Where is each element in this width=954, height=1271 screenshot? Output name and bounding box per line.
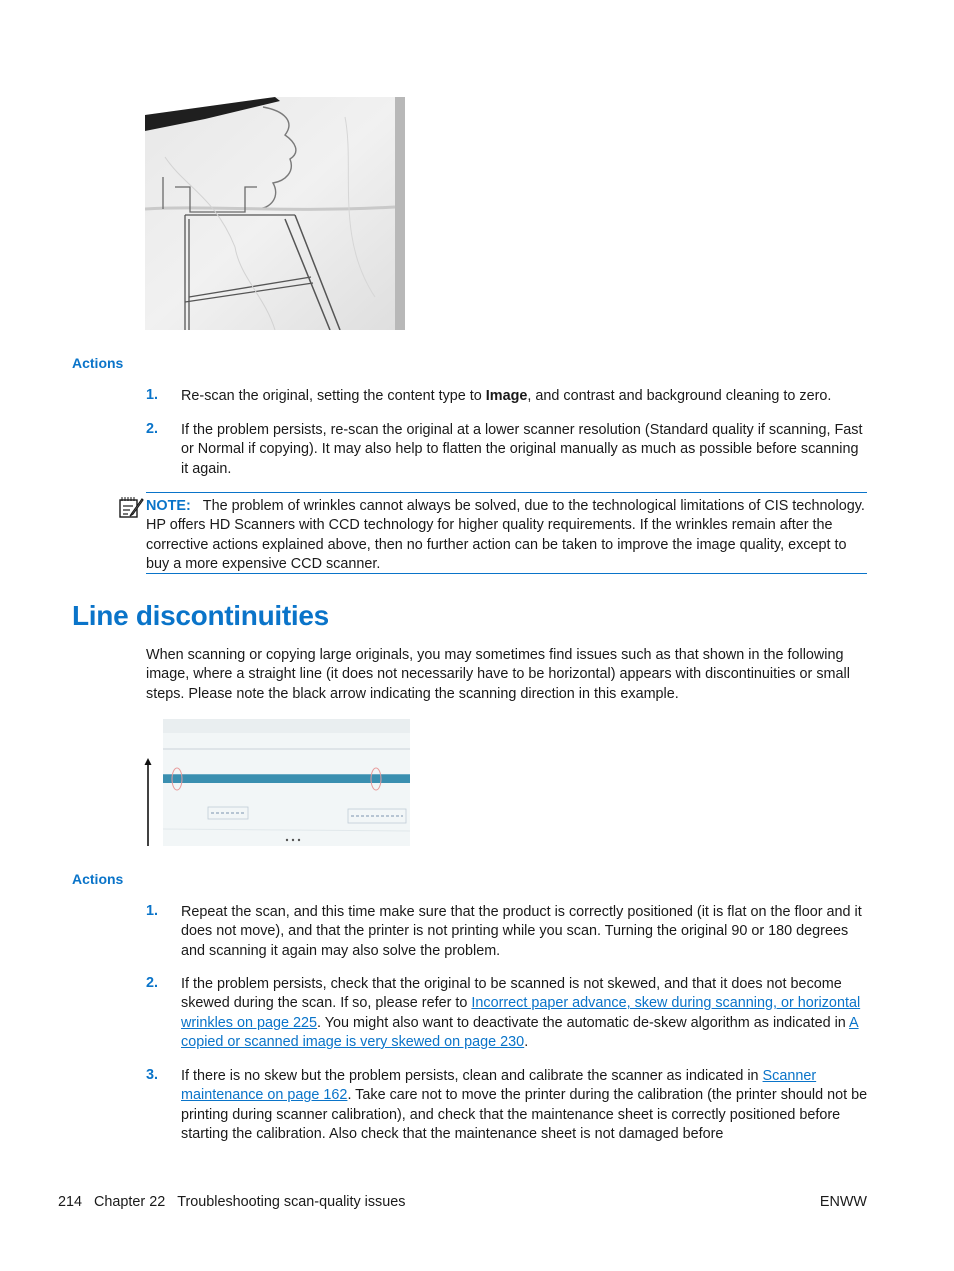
note-text: The problem of wrinkles cannot always be solved, due to the technological limitations of CIS technology. HP offers HD Scanners with CCD technology for higher quality requirements. If the wrinkles remain after the corrective actions explained above, then no further action can be taken to improve the image quality, except to buy a more expensive CCD scanner. — [146, 498, 865, 572]
intro-paragraph: When scanning or copying large originals, you may sometimes find issues such as that shown in the following image, where a straight line (it does not necessarily have to be horizontal) appears with discontinuities or small steps. Please note the black arrow indicating the scanning direction in this example. — [146, 647, 850, 702]
scan-direction-arrow-icon — [143, 758, 153, 853]
step-bold-term: Image — [485, 388, 528, 404]
wrinkles-scan-image — [145, 97, 405, 330]
step-number: 1. — [146, 903, 159, 919]
footer-right: ENWW — [819, 1194, 867, 1210]
step-number: 3. — [146, 1067, 159, 1083]
scanner-maintenance-link[interactable]: Scanner maintenance on page 162 — [181, 1068, 817, 1104]
step-text — [181, 975, 869, 1052]
skewed-image-link[interactable]: A copied or scanned image is very skewed on page 230 — [181, 1014, 859, 1050]
step-text-part: , and contrast and background cleaning to zero. — [527, 388, 832, 404]
step-text-part: If there is no skew but the problem persists, clean and calibrate the scanner as indicated in — [181, 1068, 763, 1084]
page-number: 214 — [58, 1194, 83, 1210]
section-title: Line discontinuities — [72, 600, 329, 631]
step-text-part: If the problem persists, check that the original to be scanned is not skewed, and that it does not become skewed during the scan. If so, please refer to — [181, 976, 842, 1012]
actions-heading: Actions — [72, 871, 124, 887]
step-text: If the problem persists, re-scan the original at a lower scanner resolution (Standard quality if scanning, Fast or Normal if copying). It may also help to flatten the original manually as much as possible before scanning it again. — [181, 422, 863, 477]
step-text — [181, 387, 871, 406]
skew-troubleshooting-link[interactable]: Incorrect paper advance, skew during scanning, or horizontal wrinkles on page 225 — [181, 995, 861, 1031]
actions-heading: Actions — [72, 355, 124, 371]
line-discontinuity-image — [163, 719, 410, 846]
step-number: 1. — [146, 387, 159, 403]
chapter-label: Chapter 22 — [94, 1194, 166, 1210]
step-number: 2. — [146, 975, 159, 991]
step-text: Repeat the scan, and this time make sure that the product is correctly positioned (it is flat on the floor and it does not move), and that the printer is not printing while you scan. Turning the original 90 or 180 degrees and scanning it again may also solve the problem. — [181, 904, 862, 959]
note-pad-icon — [118, 495, 144, 524]
step-text-part: . Take care not to move the printer during the calibration (the printer should not be printing during scanner calibration), and check that the maintenance sheet is correctly positioned before starting the calibration. Also check that the maintenance sheet is not damaged before — [181, 1087, 868, 1142]
note-label: NOTE: — [146, 498, 191, 514]
step-text — [181, 1067, 871, 1144]
step-text-part: . — [524, 1033, 529, 1050]
step-number: 2. — [146, 421, 159, 437]
step-text-part: Re-scan the original, setting the content type to — [181, 388, 486, 404]
note-box — [146, 492, 867, 574]
chapter-title: Troubleshooting scan-quality issues — [177, 1194, 406, 1210]
step-text-part: . You might also want to deactivate the automatic de-skew algorithm as indicated in — [317, 1014, 849, 1031]
footer-left — [58, 1194, 405, 1210]
